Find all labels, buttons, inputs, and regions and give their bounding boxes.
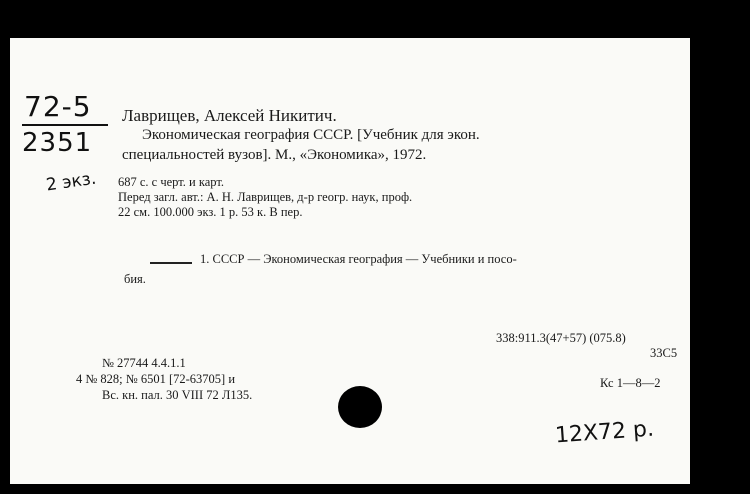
bbk-code: 33С5 <box>650 346 678 360</box>
subject-line-1: 1. СССР — Экономическая география — Учебники и посо- <box>200 252 517 266</box>
author-statement: Перед загл. авт.: А. Н. Лаврищев, д-р геогр. наук, проф. <box>118 190 413 204</box>
pagination: 687 с. с черт. и карт. <box>118 175 225 189</box>
ink-stamp-blot <box>338 386 382 428</box>
handwritten-bottom-note: 12X72 р. <box>554 416 655 449</box>
registration-line-1: № 27744 4.4.1.1 <box>102 356 186 370</box>
author-heading: Лаврищев, Алексей Никитич. <box>122 106 337 125</box>
call-number-bottom: 2351 <box>22 128 93 158</box>
udc-classification: 338:911.3(47+57) (075.8) <box>496 331 626 345</box>
catalog-card <box>10 38 690 484</box>
call-number-top: 72-5 <box>24 90 92 123</box>
title-line-2: специальностей вузов]. М., «Экономика», 1972. <box>122 147 427 163</box>
registration-line-3: Вс. кн. пал. 30 VIII 72 Л135. <box>102 388 253 402</box>
call-number-divider <box>22 124 108 126</box>
subject-line-2: бия. <box>124 272 146 286</box>
physical-description: 22 см. 100.000 экз. 1 р. 53 к. В пер. <box>118 205 303 219</box>
kc-code: Кс 1—8—2 <box>600 376 661 390</box>
title-line-1: Экономическая география СССР. [Учебник для экон. <box>142 127 480 143</box>
subject-dash <box>150 262 192 264</box>
registration-line-2: 4 № 828; № 6501 [72-63705] и <box>76 372 236 386</box>
handwritten-side-note: 2 экз. <box>44 168 98 196</box>
